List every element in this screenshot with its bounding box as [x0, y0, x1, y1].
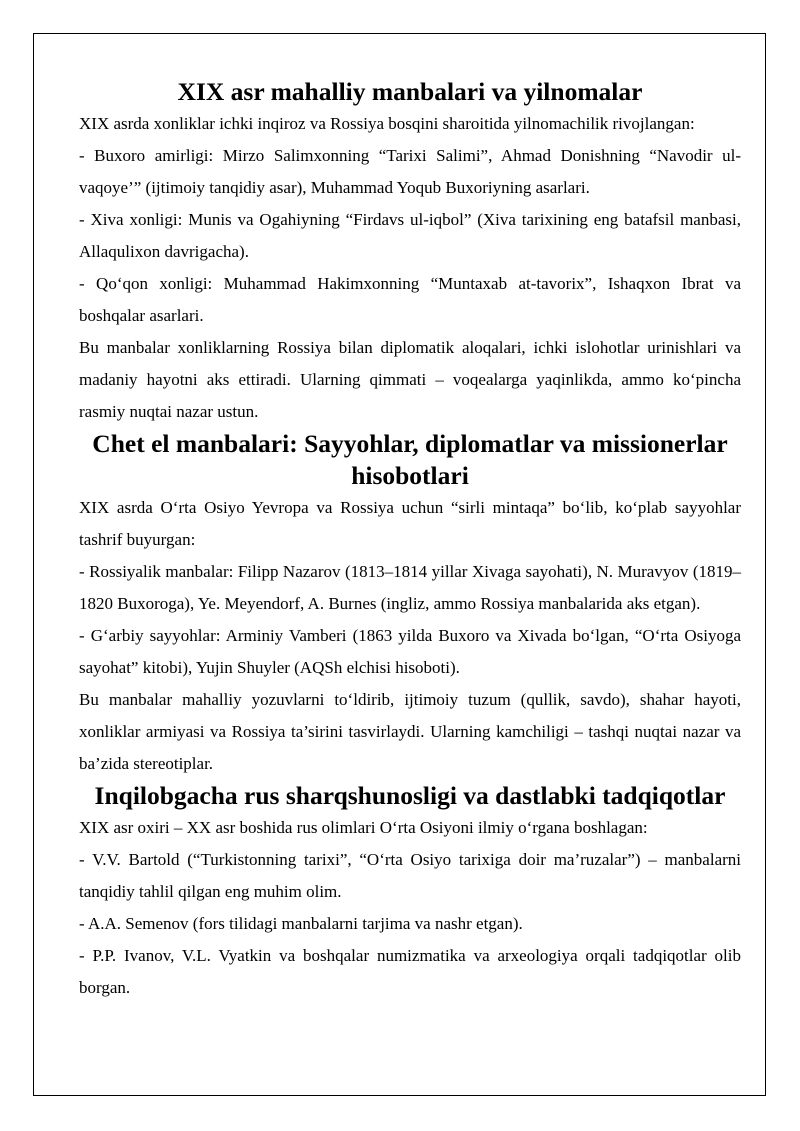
list-item: - V.V. Bartold (“Turkistonning tarixi”, “O‘rta Osiyo tarixiga doir ma’ruzalar”) – manbalarni tanqidiy tahlil qilgan eng muhim olim.	[79, 850, 741, 901]
paragraph: XIX asrda O‘rta Osiyo Yevropa va Rossiya uchun “sirli mintaqa” bo‘lib, ko‘plab sayyohlar tashrif buyurgan:	[79, 498, 741, 549]
document-body	[79, 76, 741, 1004]
list-item: - P.P. Ivanov, V.L. Vyatkin va boshqalar numizmatika va arxeologiya orqali tadqiqotlar olib borgan.	[79, 946, 741, 997]
paragraph: Bu manbalar xonliklarning Rossiya bilan diplomatik aloqalari, ichki islohotlar urinishlari va madaniy hayotni aks ettiradi. Ularning qimmati – voqealarga yaqinlikda, ammo ko‘pincha rasmiy nuqtai nazar ustun.	[79, 338, 741, 421]
list-item: - Qo‘qon xonligi: Muhammad Hakimxonning “Muntaxab at-tavorix”, Ishaqxon Ibrat va boshqalar asarlari.	[79, 274, 741, 325]
paragraph: XIX asr oxiri – XX asr boshida rus olimlari O‘rta Osiyoni ilmiy o‘rgana boshlagan:	[79, 818, 648, 837]
section-heading: Inqilobgacha rus sharqshunosligi va dastlabki tadqiqotlar	[94, 781, 726, 810]
paragraph: XIX asrda xonliklar ichki inqiroz va Rossiya bosqini sharoitida yilnomachilik rivojlangan:	[79, 114, 695, 133]
list-item: - Rossiyalik manbalar: Filipp Nazarov (1813–1814 yillar Xivaga sayohati), N. Muravyov (1819–1820 Buxoroga), Ye. Meyendorf, A. Burnes (ingliz, ammo Rossiya manbalarida aks etgan).	[79, 562, 741, 613]
list-item: - Xiva xonligi: Munis va Ogahiyning “Firdavs ul-iqbol” (Xiva tarixining eng batafsil manbasi, Allaqulixon davrigacha).	[79, 210, 741, 261]
list-item: - Buxoro amirligi: Mirzo Salimxonning “Tarixi Salimi”, Ahmad Donishning “Navodir ul-vaqoye’” (ijtimoiy tanqidiy asar), Muhammad Yoqub Buxoriyning asarlari.	[79, 146, 741, 197]
section-heading: Chet el manbalari: Sayyohlar, diplomatlar va missionerlar hisobotlari	[92, 429, 728, 490]
list-item: - A.A. Semenov (fors tilidagi manbalarni tarjima va nashr etgan).	[79, 914, 523, 933]
section-heading: XIX asr mahalliy manbalari va yilnomalar	[177, 77, 643, 106]
list-item: - G‘arbiy sayyohlar: Arminiy Vamberi (1863 yilda Buxoro va Xivada bo‘lgan, “O‘rta Osiyoga sayohat” kitobi), Yujin Shuyler (AQSh elchisi hisoboti).	[79, 626, 741, 677]
paragraph: Bu manbalar mahalliy yozuvlarni to‘ldirib, ijtimoiy tuzum (qullik, savdo), shahar hayoti, xonliklar armiyasi va Rossiya ta’sirini tasvirlaydi. Ularning kamchiligi – tashqi nuqtai nazar va ba’zida stereotiplar.	[79, 690, 741, 773]
